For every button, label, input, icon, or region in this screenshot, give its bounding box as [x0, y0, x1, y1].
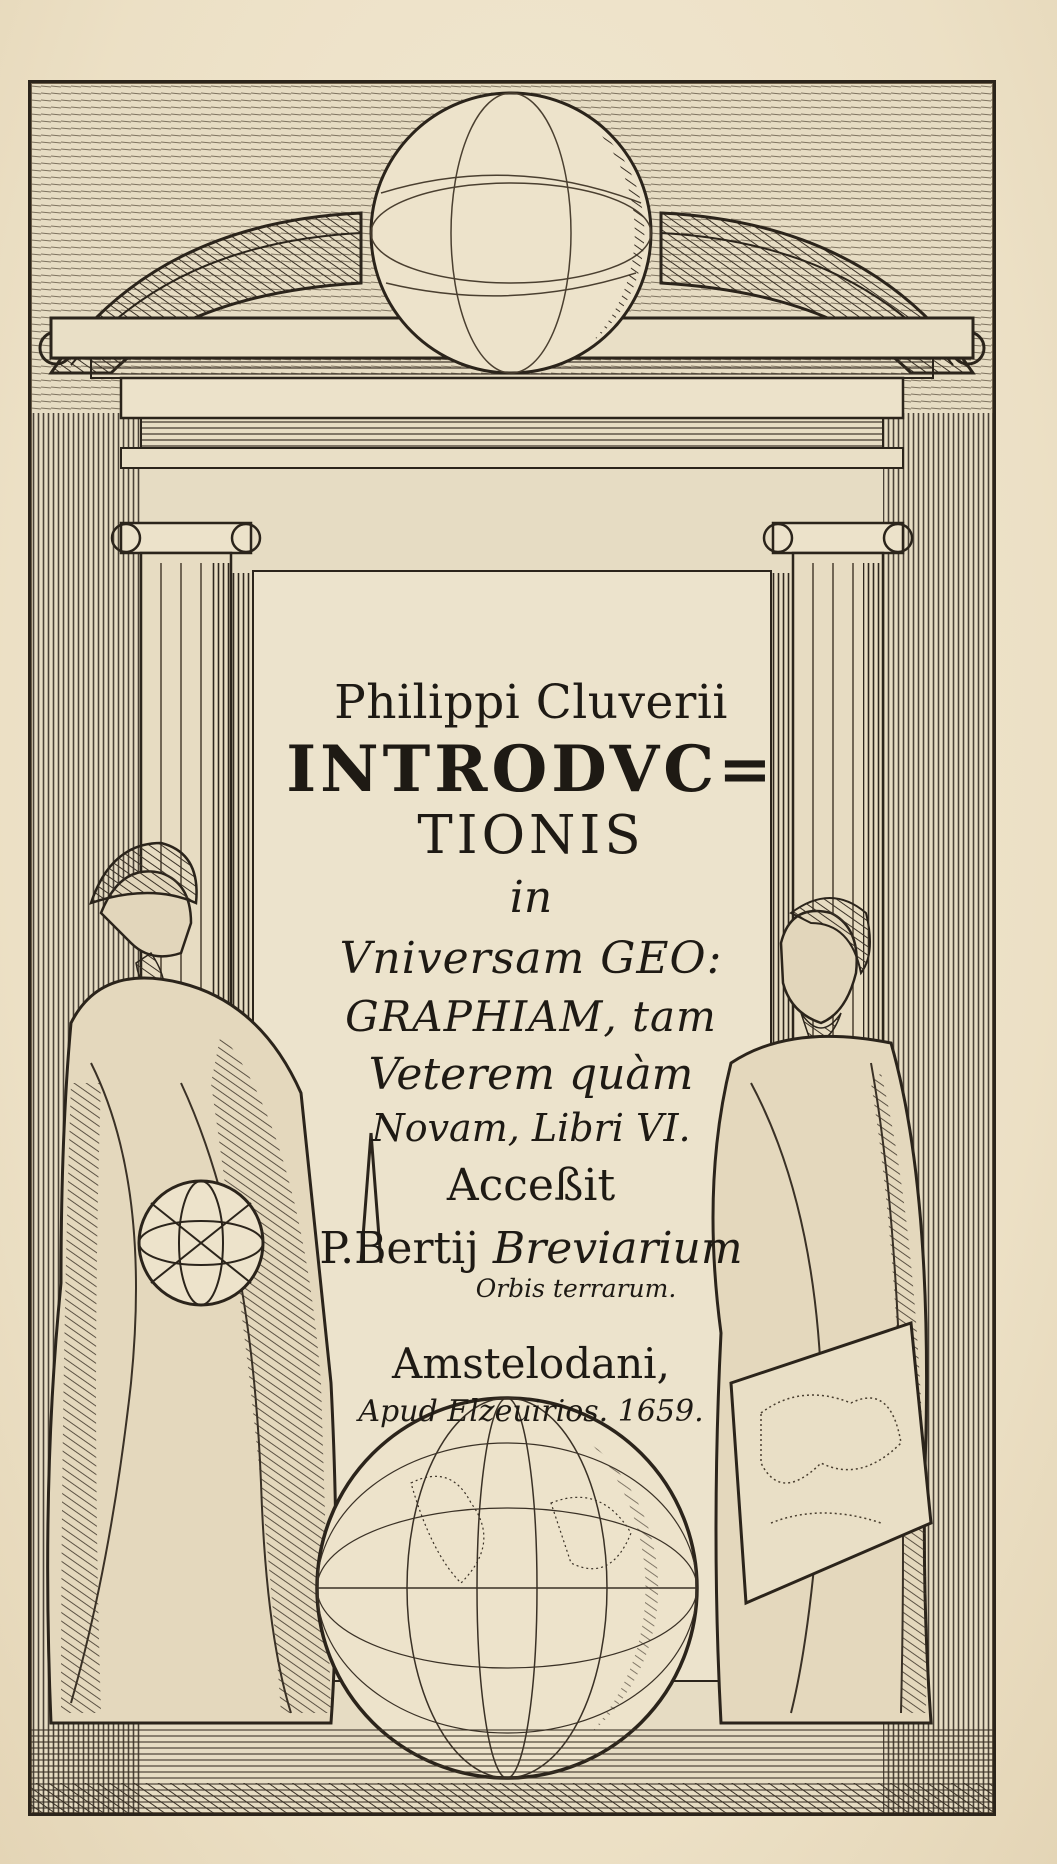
- supplement-author: P.Bertij: [319, 1223, 479, 1274]
- supplement-title: Breviarium: [492, 1223, 743, 1274]
- subtitle-line-2: GRAPHIAM, tam: [345, 992, 717, 1041]
- title-line-2: TIONIS: [417, 805, 645, 866]
- engraved-plate: [28, 80, 996, 1816]
- imprint-place: Amstelodani,: [392, 1339, 670, 1388]
- accessit: Acceßit: [446, 1160, 616, 1211]
- supplement-line: [281, 1223, 781, 1274]
- title-text-block: [281, 653, 781, 1733]
- celestial-globe-icon: [371, 93, 651, 373]
- supplement-subtitle: Orbis terrarum.: [475, 1274, 677, 1303]
- title-in: in: [509, 872, 553, 923]
- author-name: Philippi Cluverii: [334, 675, 728, 730]
- subtitle-line-1: Vniversam GEO:: [339, 933, 723, 984]
- armillary-sphere-icon: [139, 1181, 263, 1305]
- imprint-publisher: Apud Elzeuirios. 1659.: [358, 1394, 704, 1429]
- subtitle-line-3: Veterem quàm: [368, 1049, 694, 1100]
- subtitle-line-4: Novam, Libri VI.: [371, 1106, 691, 1150]
- title-line-1: INTRODVC=: [286, 732, 776, 807]
